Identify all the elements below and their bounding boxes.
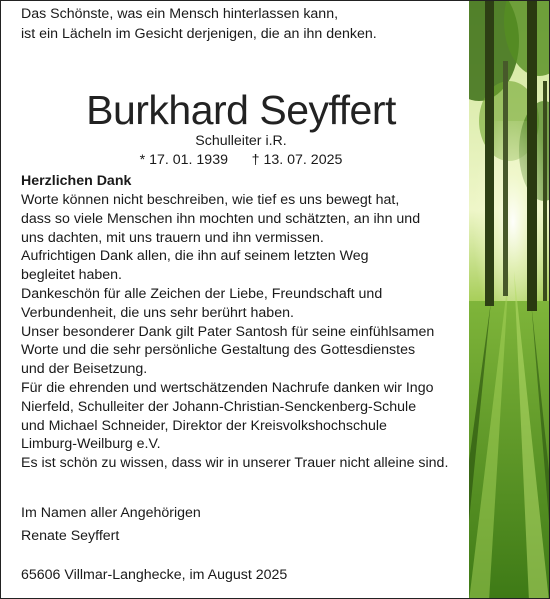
birth-date: * 17. 01. 1939 (139, 152, 228, 168)
body-line: Limburg-Weilburg e.V. (21, 436, 161, 453)
signature-line: Im Namen aller Angehörigen (21, 505, 201, 521)
signature-block (21, 504, 201, 550)
body-line: Worte können nicht beschreiben, wie tief es uns bewegt hat, (21, 192, 400, 208)
body-line: Worte und die sehr persönliche Gestaltung des Gottesdienstes (21, 342, 416, 359)
signature-name: Renate Seyffert (21, 528, 120, 544)
deceased-name: Burkhard Seyffert (86, 87, 396, 133)
body-line: Unser besonderer Dank gilt Pater Santosh für seine einfühlsamen (21, 323, 435, 340)
body-line: und Michael Schneider, Direktor der Kreisvolkshochschule (21, 417, 387, 434)
thanks-heading: Herzlichen Dank (21, 173, 132, 189)
body-line: Aufrichtigen Dank allen, die ihn auf seinem letzten Weg (21, 248, 369, 265)
body-line: uns dachten, mit uns trauern und ihn vermissen. (21, 229, 324, 246)
body-line: Verbundenheit, die uns sehr berührt haben. (21, 304, 294, 321)
deceased-role: Schulleiter i.R. (195, 133, 287, 149)
life-dates (21, 151, 461, 170)
thanks-body (21, 191, 461, 473)
body-line: und der Beisetzung. (21, 361, 148, 378)
body-line: begleitet haben. (21, 267, 122, 284)
death-date: † 13. 07. 2025 (251, 152, 343, 168)
body-line: Nierfeld, Schulleiter der Johann-Christian-Senckenberg-Schule (21, 398, 417, 415)
body-line: Für die ehrenden und wertschätzenden Nachrufe danken wir Ingo (21, 379, 434, 396)
place-and-date: 65606 Villmar-Langhecke, im August 2025 (21, 567, 288, 583)
body-line: dass so viele Menschen ihn mochten und schätzten, an ihn und (21, 210, 421, 227)
body-line: Es ist schön zu wissen, dass wir in unserer Trauer nicht alleine sind. (21, 455, 449, 472)
body-line: Dankeschön für alle Zeichen der Liebe, Freundschaft und (21, 285, 383, 302)
park-trees-photo (469, 1, 549, 598)
quote-line: Das Schönste, was ein Mensch hinterlassen kann, (21, 6, 339, 22)
quote-line: ist ein Lächeln im Gesicht derjenigen, die an ihn denken. (21, 26, 377, 42)
memorial-quote (21, 5, 377, 45)
